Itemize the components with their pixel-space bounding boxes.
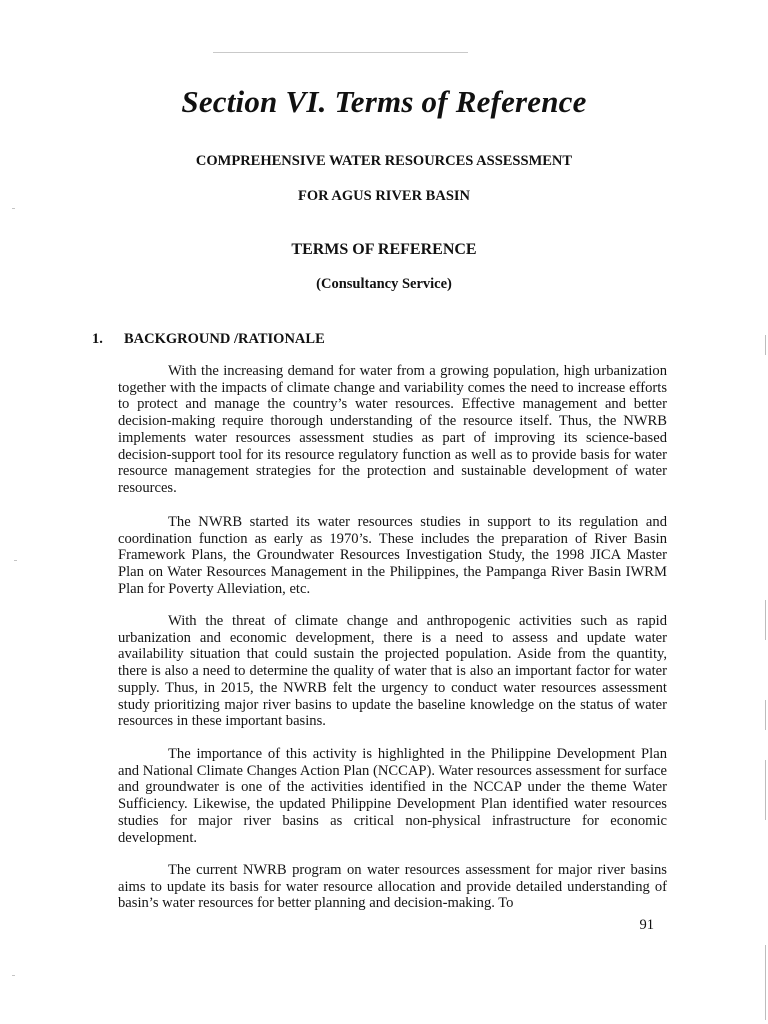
body-paragraph-5: The current NWRB program on water resources assessment for major river basins aims to update its basis for water resource allocation and provide detailed understanding of basin’s water resources for better planning and decision-making. To (118, 862, 667, 912)
header-rule (213, 52, 468, 53)
tor-heading: TERMS OF REFERENCE (291, 241, 477, 258)
scan-artifact (765, 600, 766, 640)
section-number: 1. (92, 331, 103, 347)
scan-artifact (765, 760, 766, 820)
scan-artifact (14, 560, 17, 561)
body-paragraph-2: The NWRB started its water resources studies in support to its regulation and coordination function as early as 1970’s. These includes the preparation of River Basin Framework Plans, the Groundwater Resources Investigation Study, the 1998 JICA Master Plan on Water Resources Management in the Philippines, the Pampanga River Basin IWRM Plan for Poverty Alleviation, etc. (118, 514, 667, 597)
scan-artifact (765, 945, 766, 1020)
scan-artifact (12, 208, 15, 209)
section-title: Section VI. Terms of Reference (181, 84, 587, 119)
body-paragraph-1: With the increasing demand for water from a growing population, high urbanization together with the impacts of climate change and variability comes the need to increase efforts to protect and manage the country’s water resources. Effective management and better decision-making require thorough understanding of the resource itself. Thus, the NWRB implements water resources assessment studies as part of improving its science-based decision-support tool for its resource regulatory function as well as to provide basis for water resource management strategies for the protection and sustainable development of water resources. (118, 363, 667, 496)
section-heading-text: BACKGROUND /RATIONALE (124, 331, 325, 347)
service-type: (Consultancy Service) (316, 276, 452, 292)
page-number: 91 (639, 917, 654, 933)
scan-artifact (12, 975, 15, 976)
body-paragraph-3: With the threat of climate change and anthropogenic activities such as rapid urbanization and economic development, there is a need to assess and update water availability situation that could sustain the projected population. Aside from the quantity, there is also a need to determine the quality of water that is also an important factor for water supply. Thus, in 2015, the NWRB felt the urgency to conduct water resources assessment study prioritizing major river basins to update the baseline knowledge on the status of water resources in these important basins. (118, 613, 667, 730)
section-heading (92, 331, 325, 348)
project-title-line-1: COMPREHENSIVE WATER RESOURCES ASSESSMENT (195, 153, 573, 169)
project-title-line-2: FOR AGUS RIVER BASIN (297, 188, 471, 204)
scan-artifact (765, 700, 766, 730)
body-paragraph-4: The importance of this activity is highlighted in the Philippine Development Plan and National Climate Changes Action Plan (NCCAP). Water resources assessment for surface and groundwater is one of the activities identified in the NCCAP under the theme Water Sufficiency. Likewise, the updated Philippine Development Plan identified water resources studies for major river basins as critical non-physical infrastructure for economic development. (118, 746, 667, 846)
scan-artifact (765, 335, 766, 355)
